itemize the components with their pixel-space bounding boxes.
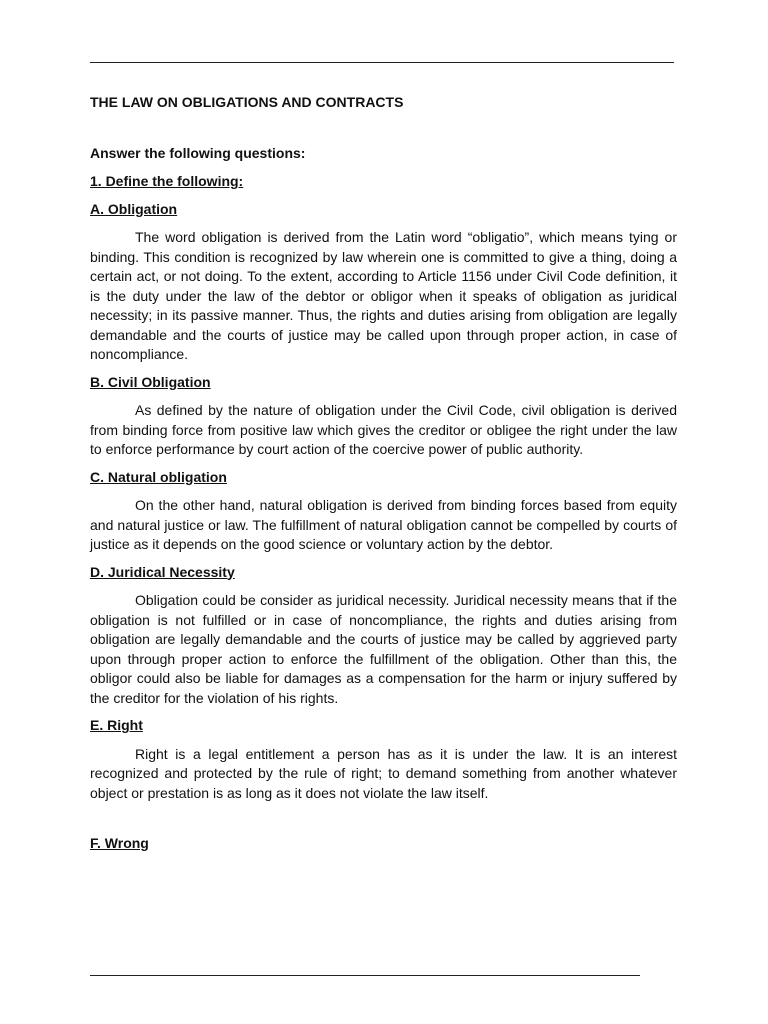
instruction-text: Answer the following questions: (90, 144, 306, 161)
section-heading-obligation: A. Obligation (90, 200, 178, 217)
section-heading-right: E. Right (90, 717, 143, 733)
section-body-juridical-necessity: Obligation could be consider as juridical necessity. Juridical necessity means that if the obligation is not fulfilled or in case of noncompliance, the rights and duties arising from obligation are legally demandable and the courts of justice may be called by aggrieved party upon through proper action to enforce the fulfillment of the obligation. Other than this, the obligor could also be liable for damages as a compensation for the harm or injury suffered by the creditor for the violation of his rights. (90, 592, 677, 706)
document-body (90, 93, 677, 863)
section-heading-natural-obligation: C. Natural obligation (90, 468, 227, 485)
section-body-obligation: The word obligation is derived from the Latin word “obligatio”, which means tying or binding. This condition is recognized by law wherein one is committed to give a thing, doing a certain act, or not doing. To the extent, according to Article 1156 under Civil Code definition, it is the duty under the law of the debtor or obligor when it speaks of obligation as juridical necessity; in its passive manner. Thus, the rights and duties arising from obligation are legally demandable and the courts of justice may be called upon through proper action, in case of noncompliance. (90, 229, 677, 362)
section-heading-civil-obligation: B. Civil Obligation (90, 373, 211, 390)
section-heading-wrong: F. Wrong (90, 835, 149, 851)
footer-rule (90, 975, 640, 976)
section-heading-juridical-necessity: D. Juridical Necessity (90, 563, 235, 580)
section-body-right: Right is a legal entitlement a person has as it is under the law. It is an interest recognized and protected by the rule of right; to demand something from another whatever object or prestation is as long as it does not violate the law itself. (90, 745, 677, 801)
section-body-natural-obligation: On the other hand, natural obligation is derived from binding forces based from equity and natural justice or law. The fulfillment of natural obligation cannot be compelled by courts of justice as it depends on the good science or voluntary action by the debtor. (90, 497, 677, 552)
header-rule (90, 62, 674, 63)
document-title: THE LAW ON OBLIGATIONS AND CONTRACTS (90, 94, 404, 110)
section-body-civil-obligation: As defined by the nature of obligation under the Civil Code, civil obligation is derived from binding force from positive law which gives the creditor or obligee the right under the law to enforce performance by court action of the coercive power of public authority. (90, 402, 677, 457)
question-heading: 1. Define the following: (90, 173, 244, 189)
